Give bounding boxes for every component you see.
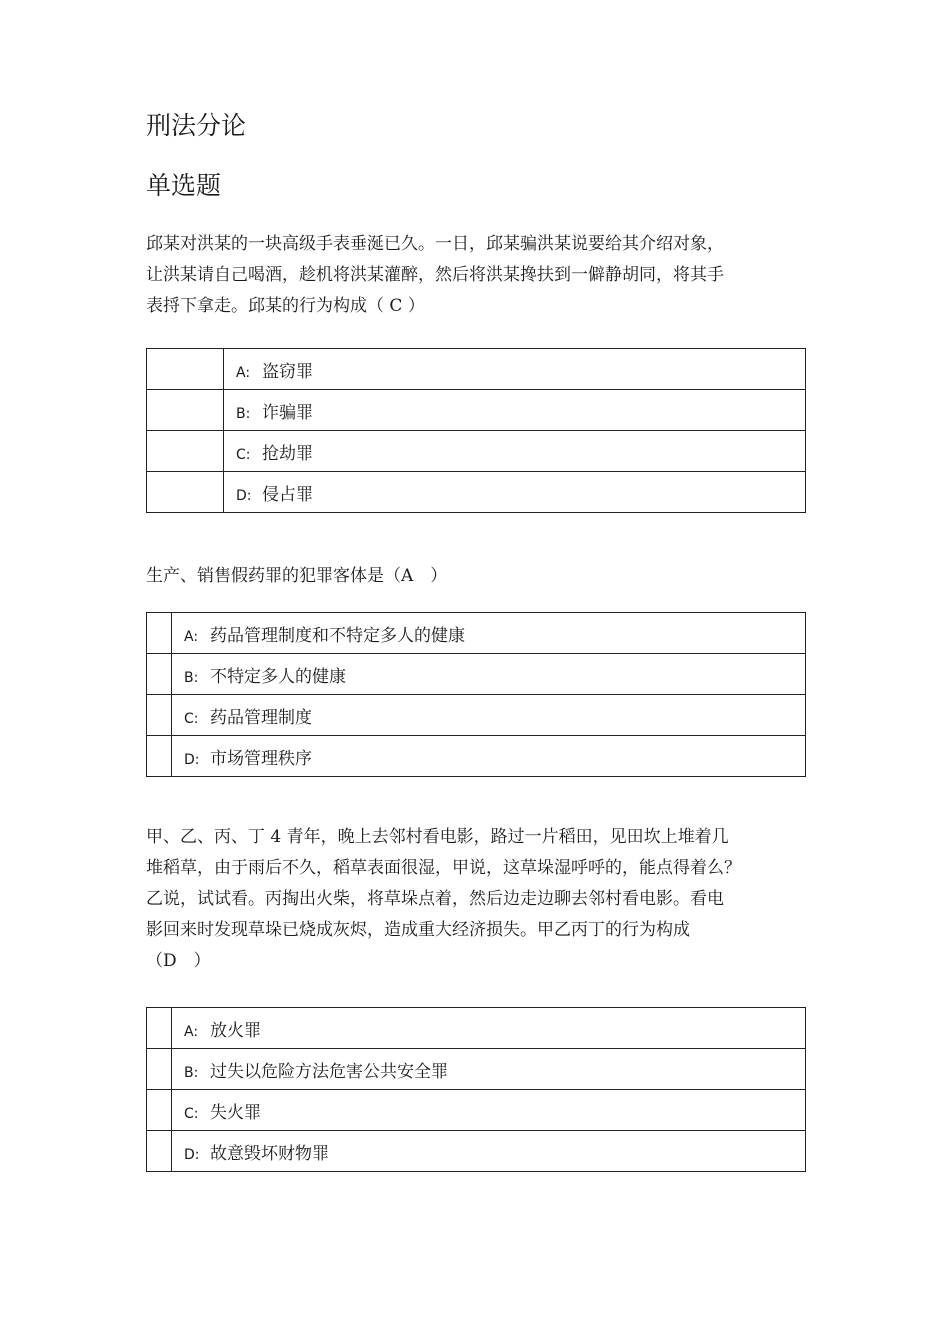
question-text	[146, 229, 816, 322]
option-cell	[172, 654, 806, 695]
option-text: 药品管理制度和不特定多人的健康	[210, 625, 465, 646]
option-blank-cell	[147, 1131, 172, 1172]
option-text: 盗窃罪	[262, 361, 313, 382]
question-line: （D ）	[146, 951, 211, 971]
option-row	[147, 390, 806, 431]
option-blank-cell	[147, 1049, 172, 1090]
option-letter: B:	[184, 1064, 199, 1081]
option-letter: D:	[184, 1146, 200, 1163]
option-text: 市场管理秩序	[210, 748, 312, 769]
option-row	[147, 349, 806, 390]
option-letter: D:	[184, 751, 200, 768]
option-letter: C:	[236, 446, 251, 463]
option-cell	[172, 1049, 806, 1090]
option-row	[147, 695, 806, 736]
option-text: 抢劫罪	[262, 443, 313, 464]
option-cell	[172, 1131, 806, 1172]
option-cell	[224, 349, 806, 390]
option-text: 不特定多人的健康	[210, 666, 346, 687]
option-blank-cell	[147, 1008, 172, 1049]
option-letter: A:	[236, 364, 251, 381]
option-blank-cell	[147, 736, 172, 777]
option-row	[147, 431, 806, 472]
option-cell	[172, 695, 806, 736]
option-letter: A:	[184, 1023, 199, 1040]
question-3	[146, 822, 816, 977]
option-blank-cell	[147, 349, 224, 390]
question-text	[146, 561, 816, 592]
option-cell	[172, 1090, 806, 1131]
option-cell	[224, 390, 806, 431]
question-text	[146, 822, 816, 977]
options-table-3	[146, 1007, 806, 1172]
options-table-1	[146, 348, 806, 513]
option-text: 诈骗罪	[262, 402, 313, 423]
option-letter: C:	[184, 1105, 199, 1122]
question-line: 邱某对洪某的一块高级手表垂涎已久。一日，邱某骗洪某说要给其介绍对象，	[146, 234, 724, 254]
question-1	[146, 229, 816, 322]
option-text: 放火罪	[210, 1020, 261, 1041]
question-line: 生产、销售假药罪的犯罪客体是（A ）	[146, 566, 448, 586]
question-line: 影回来时发现草垛已烧成灰烬，造成重大经济损失。甲乙丙丁的行为构成	[146, 920, 690, 940]
option-row	[147, 736, 806, 777]
option-row	[147, 1090, 806, 1131]
option-blank-cell	[147, 472, 224, 513]
option-blank-cell	[147, 695, 172, 736]
section-title: 单选题	[146, 171, 222, 200]
option-letter: B:	[236, 405, 251, 422]
option-blank-cell	[147, 613, 172, 654]
option-text: 过失以危险方法危害公共安全罪	[210, 1061, 448, 1082]
option-text: 药品管理制度	[210, 707, 312, 728]
option-row	[147, 1049, 806, 1090]
option-letter: B:	[184, 669, 199, 686]
question-line: 乙说，试试看。丙掏出火柴，将草垛点着，然后边走边聊去邻村看电影。看电	[146, 889, 724, 909]
option-row	[147, 654, 806, 695]
option-letter: C:	[184, 710, 199, 727]
question-line: 甲、乙、丙、丁 4 青年，晚上去邻村看电影，路过一片稻田，见田坎上堆着几	[146, 827, 729, 847]
question-line: 让洪某请自己喝酒，趁机将洪某灌醉，然后将洪某搀扶到一僻静胡同，将其手	[146, 265, 724, 285]
option-blank-cell	[147, 654, 172, 695]
document-title: 刑法分论	[146, 111, 247, 140]
option-text: 失火罪	[210, 1102, 261, 1123]
question-line: 堆稻草，由于雨后不久，稻草表面很湿，甲说，这草垛湿呼呼的，能点得着么？	[146, 858, 741, 878]
option-cell	[172, 1008, 806, 1049]
option-cell	[172, 613, 806, 654]
option-text: 故意毁坏财物罪	[210, 1143, 329, 1164]
option-cell	[224, 472, 806, 513]
question-2	[146, 561, 816, 592]
option-row	[147, 613, 806, 654]
option-blank-cell	[147, 431, 224, 472]
question-line: 表捋下拿走。邱某的行为构成（ C ）	[146, 296, 425, 316]
option-row	[147, 1131, 806, 1172]
option-letter: D:	[236, 487, 252, 504]
option-text: 侵占罪	[262, 484, 313, 505]
option-cell	[172, 736, 806, 777]
options-table-2	[146, 612, 806, 777]
option-blank-cell	[147, 1090, 172, 1131]
option-blank-cell	[147, 390, 224, 431]
option-row	[147, 472, 806, 513]
option-letter: A:	[184, 628, 199, 645]
option-row	[147, 1008, 806, 1049]
option-cell	[224, 431, 806, 472]
